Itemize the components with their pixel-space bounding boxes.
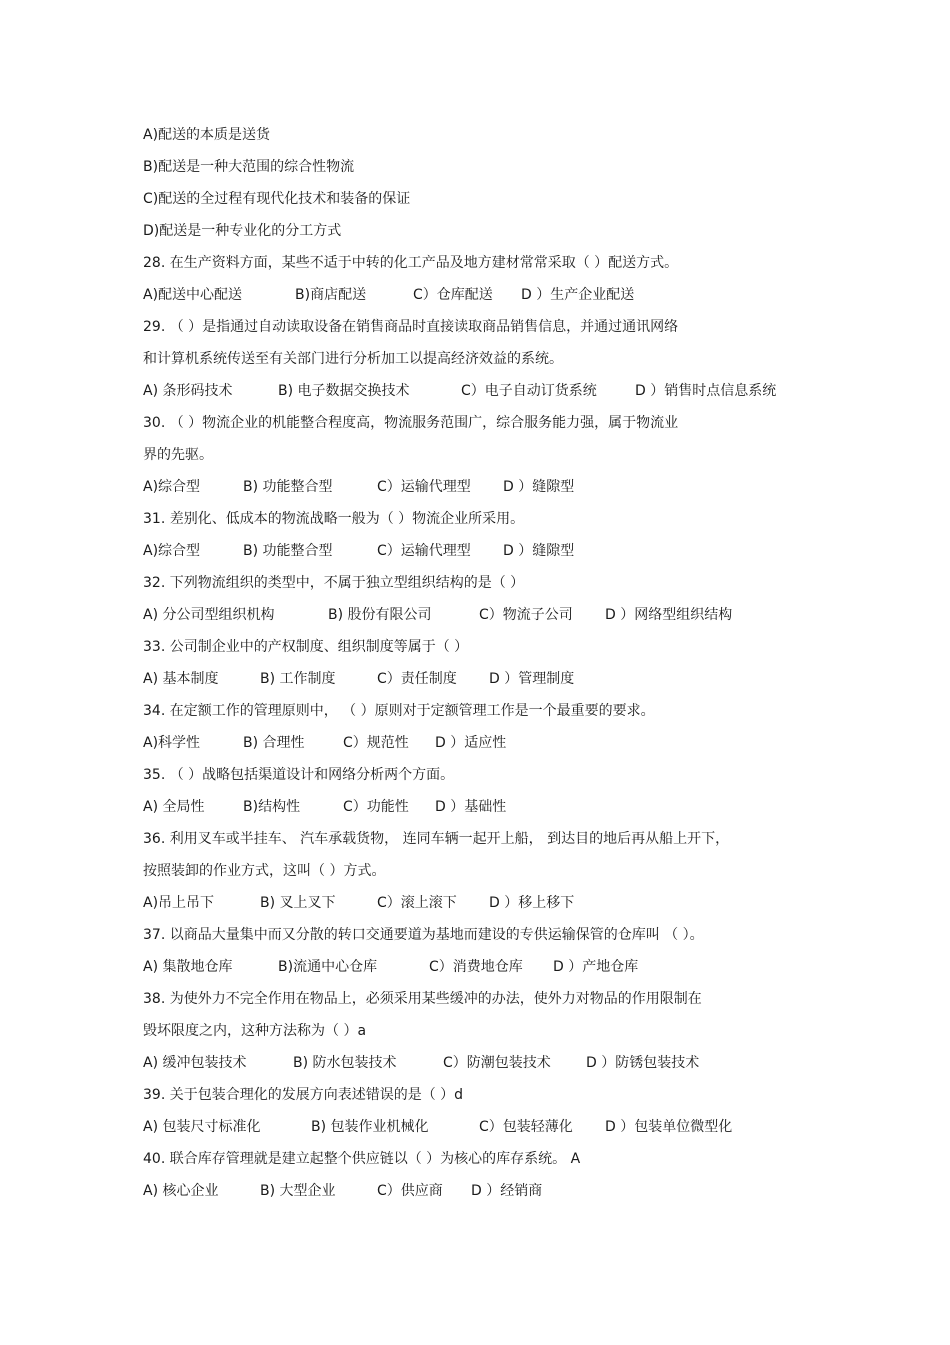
answer-option: B) 叉上叉下 — [260, 895, 336, 911]
answer-option: B)商店配送 — [295, 287, 367, 303]
answer-option: A) 包装尺寸标准化 — [143, 1119, 261, 1135]
answer-option: A)综合型 — [143, 543, 201, 559]
answer-option: C）责任制度 — [377, 671, 457, 687]
text-line: 30. （ ）物流企业的机能整合程度高，物流服务范围广，综合服务能力强，属于物流业 — [143, 415, 679, 431]
answer-option: D ）包装单位微型化 — [605, 1119, 733, 1135]
answer-option: C）供应商 — [377, 1183, 443, 1199]
answer-option: D ）经销商 — [471, 1183, 543, 1199]
answer-option: B) 大型企业 — [260, 1183, 336, 1199]
text-line: D)配送是一种专业化的分工方式 — [143, 223, 342, 239]
answer-option: D ）缝隙型 — [503, 543, 575, 559]
answer-option: A) 核心企业 — [143, 1183, 219, 1199]
text-line: 按照装卸的作业方式，这叫（ ）方式。 — [143, 863, 386, 879]
answer-option: B) 股份有限公司 — [328, 607, 432, 623]
text-line: 31. 差别化、低成本的物流战略一般为（ ）物流企业所采用。 — [143, 511, 525, 527]
answer-option: A)综合型 — [143, 479, 201, 495]
answer-option: A) 缓冲包装技术 — [143, 1055, 247, 1071]
text-line: 28. 在生产资料方面，某些不适于中转的化工产品及地方建材常常采取（ ）配送方式。 — [143, 255, 679, 271]
text-line: 39. 关于包装合理化的发展方向表述错误的是（ ）d — [143, 1087, 464, 1103]
answer-option: A) 条形码技术 — [143, 383, 233, 399]
answer-option: D ）销售时点信息系统 — [635, 383, 777, 399]
answer-option: A) 基本制度 — [143, 671, 219, 687]
answer-option: C）运输代理型 — [377, 543, 471, 559]
answer-option: C）滚上滚下 — [377, 895, 457, 911]
answer-option: C）功能性 — [343, 799, 409, 815]
answer-option: B) 功能整合型 — [243, 543, 333, 559]
answer-option: B) 合理性 — [243, 735, 305, 751]
text-line: 29. （ ）是指通过自动读取设备在销售商品时直接读取商品销售信息，并通过通讯网络 — [143, 319, 679, 335]
answer-option: C）包装轻薄化 — [479, 1119, 573, 1135]
text-line: 界的先驱。 — [143, 447, 213, 463]
answer-option: B)结构性 — [243, 799, 301, 815]
answer-option: C）规范性 — [343, 735, 409, 751]
answer-option: B) 电子数据交换技术 — [278, 383, 410, 399]
text-line: 35. （ ）战略包括渠道设计和网络分析两个方面。 — [143, 767, 455, 783]
text-line: A)配送的本质是送货 — [143, 127, 271, 143]
answer-option: A) 集散地仓库 — [143, 959, 233, 975]
answer-option: B)流通中心仓库 — [278, 959, 378, 975]
answer-option: B) 功能整合型 — [243, 479, 333, 495]
answer-option: D ）基础性 — [435, 799, 507, 815]
answer-option: A) 分公司型组织机构 — [143, 607, 275, 623]
text-line: 和计算机系统传送至有关部门进行分析加工以提高经济效益的系统。 — [143, 351, 563, 367]
answer-option: A) 全局性 — [143, 799, 205, 815]
answer-option: D ）网络型组织结构 — [605, 607, 733, 623]
text-line: 37. 以商品大量集中而又分散的转口交通要道为基地而建设的专供运输保管的仓库叫 （ ）。 — [143, 927, 704, 943]
answer-option: C）运输代理型 — [377, 479, 471, 495]
text-line: 40. 联合库存管理就是建立起整个供应链以（ ）为核心的库存系统。 A — [143, 1151, 581, 1167]
text-line: 38. 为使外力不完全作用在物品上，必须采用某些缓冲的办法，使外力对物品的作用限制在 — [143, 991, 702, 1007]
answer-option: D ）移上移下 — [489, 895, 575, 911]
answer-option: C）电子自动订货系统 — [461, 383, 597, 399]
text-line: 33. 公司制企业中的产权制度、组织制度等属于（ ） — [143, 639, 469, 655]
answer-option: C）消费地仓库 — [429, 959, 523, 975]
answer-option: A)科学性 — [143, 735, 201, 751]
text-line: 毁坏限度之内，这种方法称为（ ）a — [143, 1023, 367, 1039]
answer-option: D ）管理制度 — [489, 671, 575, 687]
answer-option: C）防潮包装技术 — [443, 1055, 551, 1071]
answer-option: D ）适应性 — [435, 735, 507, 751]
answer-option: A)配送中心配送 — [143, 287, 243, 303]
text-line: 34. 在定额工作的管理原则中， （ ）原则对于定额管理工作是一个最重要的要求。 — [143, 703, 655, 719]
answer-option: B) 工作制度 — [260, 671, 336, 687]
answer-option: D ）防锈包装技术 — [586, 1055, 700, 1071]
text-line: C)配送的全过程有现代化技术和装备的保证 — [143, 191, 411, 207]
answer-option: D ）生产企业配送 — [521, 287, 635, 303]
answer-option: B) 包装作业机械化 — [311, 1119, 429, 1135]
text-line: B)配送是一种大范围的综合性物流 — [143, 159, 355, 175]
answer-option: A)吊上吊下 — [143, 895, 215, 911]
answer-option: C）仓库配送 — [413, 287, 493, 303]
answer-option: B) 防水包装技术 — [293, 1055, 397, 1071]
answer-option: D ）产地仓库 — [553, 959, 639, 975]
answer-option: D ）缝隙型 — [503, 479, 575, 495]
text-line: 32. 下列物流组织的类型中，不属于独立型组织结构的是（ ） — [143, 575, 525, 591]
answer-option: C）物流子公司 — [479, 607, 573, 623]
text-line: 36. 利用叉车或半挂车、 汽车承载货物， 连同车辆一起开上船， 到达目的地后再从船上开下， — [143, 831, 730, 847]
